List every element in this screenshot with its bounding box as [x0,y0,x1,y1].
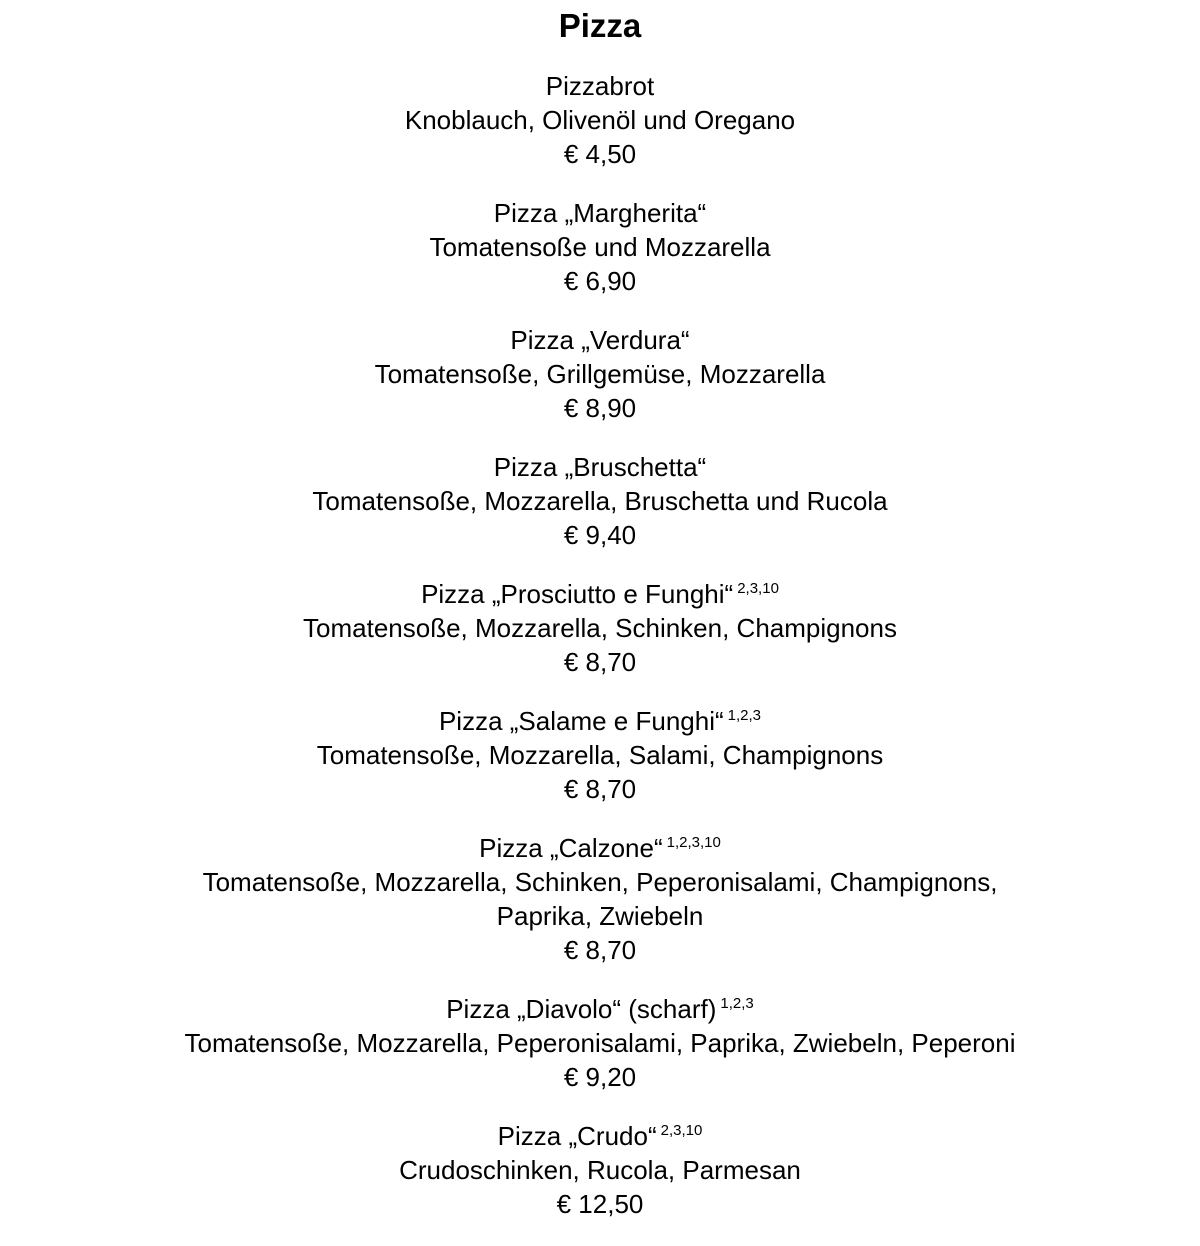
menu-item-name: Pizza „Crudo“ [497,1121,657,1151]
menu-item-name: Pizza „Verdura“ [510,325,690,355]
menu-item-description: Tomatensoße und Mozzarella [429,232,771,262]
menu-item-description: Paprika, Zwiebeln [496,901,704,931]
menu-item-name: Pizza „Calzone“ [479,833,663,863]
menu-item-name-line [0,577,1200,611]
menu-items-list [0,69,1200,1221]
menu-item [0,831,1200,967]
menu-item-description: Knoblauch, Olivenöl und Oregano [404,105,796,135]
menu-item-name-line [0,992,1200,1026]
menu-item [0,323,1200,425]
allergen-codes: 2,3,10 [737,580,779,597]
menu-item-name-line [0,69,1200,103]
allergen-codes: 1,2,3,10 [666,834,721,851]
menu-item-name-line [0,1119,1200,1153]
menu-item-price: € 8,70 [563,935,637,965]
menu-item [0,992,1200,1094]
menu-item-price: € 8,90 [563,393,637,423]
menu-item-description: Tomatensoße, Mozzarella, Schinken, Peperonisalami, Champignons, [202,867,998,897]
menu-item [0,577,1200,679]
menu-item [0,1119,1200,1221]
menu-item-price: € 9,20 [563,1062,637,1092]
menu-item-price: € 9,40 [563,520,637,550]
menu-item [0,69,1200,171]
menu-item-price: € 12,50 [556,1189,644,1219]
menu-item-name: Pizza „Prosciutto e Funghi“ [421,579,734,609]
menu-item-name: Pizza „Salame e Funghi“ [438,706,724,736]
allergen-codes: 1,2,3 [727,707,762,724]
menu-item-description: Tomatensoße, Mozzarella, Salami, Champignons [316,740,884,770]
allergen-codes: 1,2,3 [720,995,754,1012]
menu-item [0,196,1200,298]
menu-item-name: Pizzabrot [545,71,655,101]
menu-item-name-line [0,323,1200,357]
menu-item-name-line [0,450,1200,484]
menu-item-description: Crudoschinken, Rucola, Parmesan [399,1155,801,1185]
menu-item [0,450,1200,552]
menu-item-name-line [0,831,1200,865]
menu-item-price: € 4,50 [563,139,637,169]
allergen-codes: 2,3,10 [660,1122,703,1139]
menu-item-name: Pizza „Bruschetta“ [493,452,707,482]
menu-item-price: € 8,70 [563,647,637,677]
menu-item-price: € 6,90 [563,266,637,296]
menu-item-description: Tomatensoße, Mozzarella, Bruschetta und Rucola [312,486,888,516]
menu-item-name-line [0,196,1200,230]
menu-item-description: Tomatensoße, Mozzarella, Peperonisalami, Paprika, Zwiebeln, Peperoni [184,1028,1016,1058]
menu-item [0,704,1200,806]
menu-item-name: Pizza „Margherita“ [493,198,707,228]
menu-item-description: Tomatensoße, Mozzarella, Schinken, Champignons [303,613,897,643]
menu-item-price: € 8,70 [563,774,637,804]
page-title: Pizza [558,7,642,44]
menu-item-name: Pizza „Diavolo“ (scharf) [446,994,717,1024]
menu-item-description: Tomatensoße, Grillgemüse, Mozzarella [374,359,826,389]
menu-item-name-line [0,704,1200,738]
